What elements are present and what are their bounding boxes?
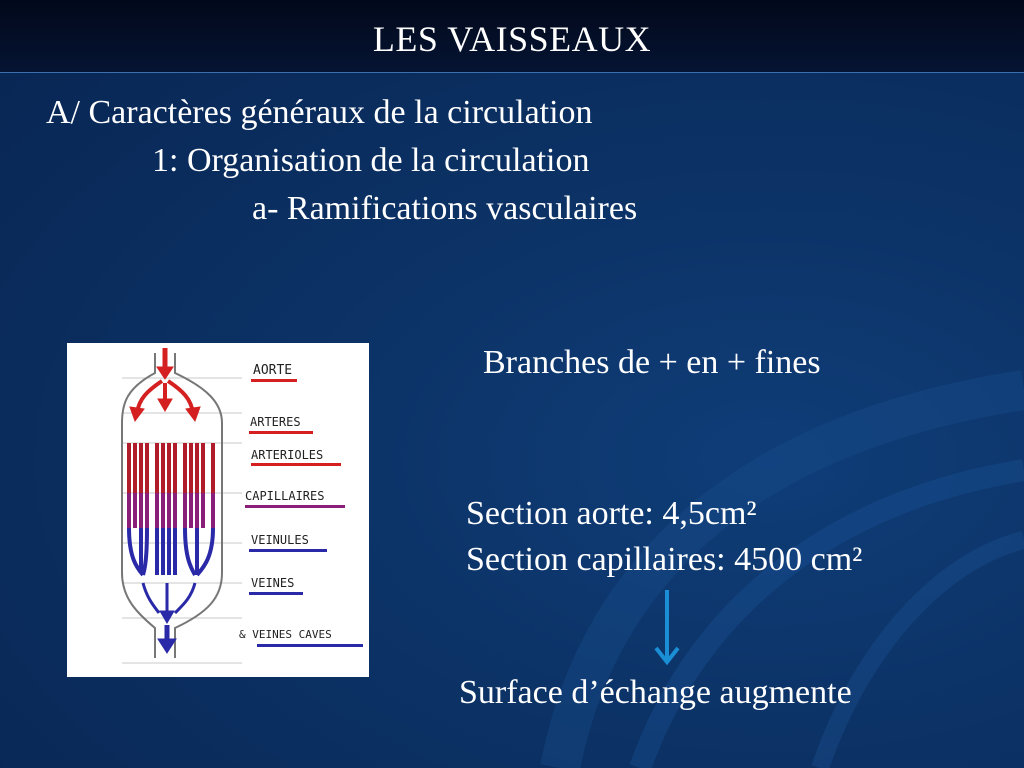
arterioles-underline xyxy=(251,463,341,466)
aorte-underline xyxy=(251,379,297,382)
label-veines: VEINES xyxy=(251,576,295,590)
outline-level3: a- Ramifications vasculaires xyxy=(252,190,638,227)
vascular-branching-diagram xyxy=(67,343,369,677)
section-aorte-text: Section aorte: 4,5cm² xyxy=(466,495,757,532)
label-capillaires: CAPILLAIRES xyxy=(245,489,325,503)
capillaires-underline xyxy=(245,505,345,508)
label-veines-caves: & VEINES CAVES xyxy=(239,628,332,641)
veinules-underline xyxy=(249,549,327,552)
veines-caves-underline xyxy=(257,644,363,647)
branches-text: Branches de + en + fines xyxy=(483,344,821,381)
veines-underline xyxy=(249,592,303,595)
section-capillaires-text: Section capillaires: 4500 cm² xyxy=(466,541,863,578)
slide-title: LES VAISSEAUX xyxy=(372,19,652,59)
outline-level2: 1: Organisation de la circulation xyxy=(152,142,590,179)
label-arteres: ARTERES xyxy=(250,415,301,429)
label-arterioles: ARTERIOLES xyxy=(251,448,324,462)
label-aorte: AORTE xyxy=(253,363,293,378)
outline-level1: A/ Caractères généraux de la circulation xyxy=(46,94,593,131)
surface-echange-text: Surface d’échange augmente xyxy=(459,674,852,711)
label-veinules: VEINULES xyxy=(251,533,309,547)
diagram-drawing xyxy=(67,343,369,677)
arteres-underline xyxy=(249,431,313,434)
down-arrow-icon xyxy=(652,590,682,668)
